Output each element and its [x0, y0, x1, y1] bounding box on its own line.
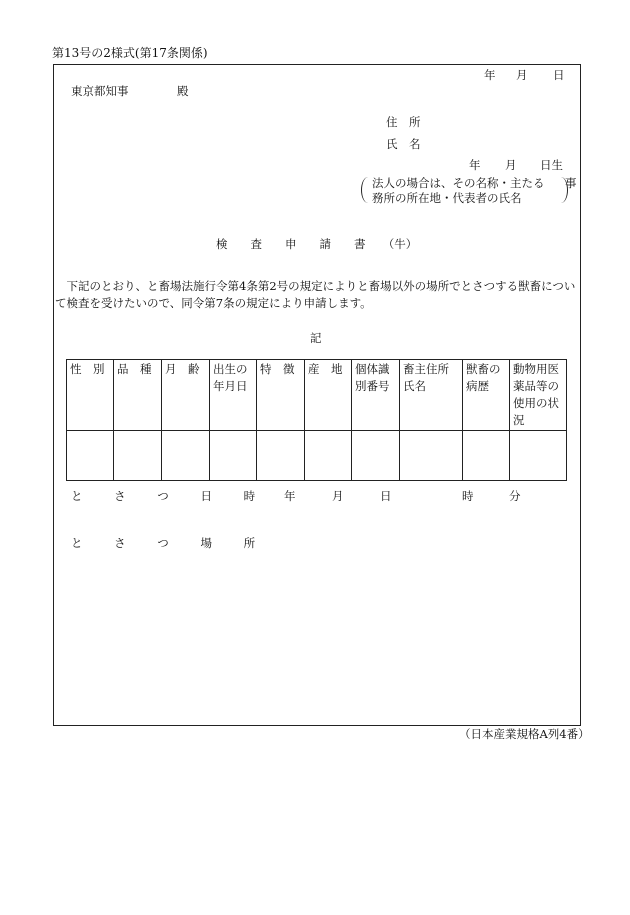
- header-sex: 性 別: [67, 360, 114, 431]
- birth-year: 年: [469, 158, 481, 172]
- header-birth-date: 出生の年月日: [210, 360, 257, 431]
- header-id-number: 個体識別番号: [352, 360, 400, 431]
- slaughter-datetime-label: と さ つ 日 時: [71, 489, 270, 503]
- table-header-row: [67, 360, 567, 431]
- header-drug-usage: 動物用医薬品等の使用の状況: [510, 360, 567, 431]
- ki-heading: 記: [310, 331, 322, 345]
- cell-id-number[interactable]: [352, 431, 400, 481]
- footer-note: （日本産業規格A列4番）: [459, 727, 590, 741]
- header-age-months: 月 齢: [162, 360, 210, 431]
- slaughter-year: 年: [284, 489, 296, 503]
- form-number: 第13号の2様式(第17条関係): [52, 46, 208, 60]
- slaughter-minute: 分: [509, 489, 521, 503]
- cell-breed[interactable]: [114, 431, 162, 481]
- header-features: 特 徴: [257, 360, 305, 431]
- address-label: 住 所: [386, 115, 421, 129]
- corporate-note-line2: 務所の所在地・代表者の氏名: [372, 191, 522, 205]
- table-row: [67, 431, 567, 481]
- addressee-name: 東京都知事: [71, 84, 129, 98]
- header-breed: 品 種: [114, 360, 162, 431]
- cell-sex[interactable]: [67, 431, 114, 481]
- header-medical-history: 獣畜の病歴: [463, 360, 510, 431]
- header-owner: 畜主住所氏名: [400, 360, 463, 431]
- name-label: 氏 名: [386, 137, 421, 151]
- cell-features[interactable]: [257, 431, 305, 481]
- cell-age-months[interactable]: [162, 431, 210, 481]
- birth-day: 日生: [540, 158, 563, 172]
- slaughter-place-label: と さ つ 場 所: [71, 536, 270, 550]
- slaughter-day: 日: [380, 489, 392, 503]
- addressee-honorific: 殿: [177, 84, 189, 98]
- cell-origin[interactable]: [305, 431, 352, 481]
- header-origin: 産 地: [305, 360, 352, 431]
- slaughter-month: 月: [332, 489, 344, 503]
- livestock-table: [66, 359, 567, 481]
- slaughter-hour: 時: [462, 489, 474, 503]
- birth-month: 月: [505, 158, 517, 172]
- date-month: 月: [516, 68, 528, 82]
- cell-owner[interactable]: [400, 431, 463, 481]
- date-year: 年: [484, 68, 496, 82]
- corporate-note-end: 事: [565, 176, 577, 190]
- corporate-note-line1: 法人の場合は、その名称・主たる: [372, 176, 545, 190]
- bracket-left: [361, 177, 369, 203]
- cell-drug-usage[interactable]: [510, 431, 567, 481]
- body-text: 下記のとおり、と畜場法施行令第4条第2号の規定によりと畜場以外の場所でとさつする獣畜について検査を受けたいので、同令第7条の規定により申請します。: [55, 279, 576, 310]
- cell-medical-history[interactable]: [463, 431, 510, 481]
- cell-birth-date[interactable]: [210, 431, 257, 481]
- document-title: 検 査 申 請 書 （牛）: [216, 237, 418, 251]
- date-day: 日: [553, 68, 565, 82]
